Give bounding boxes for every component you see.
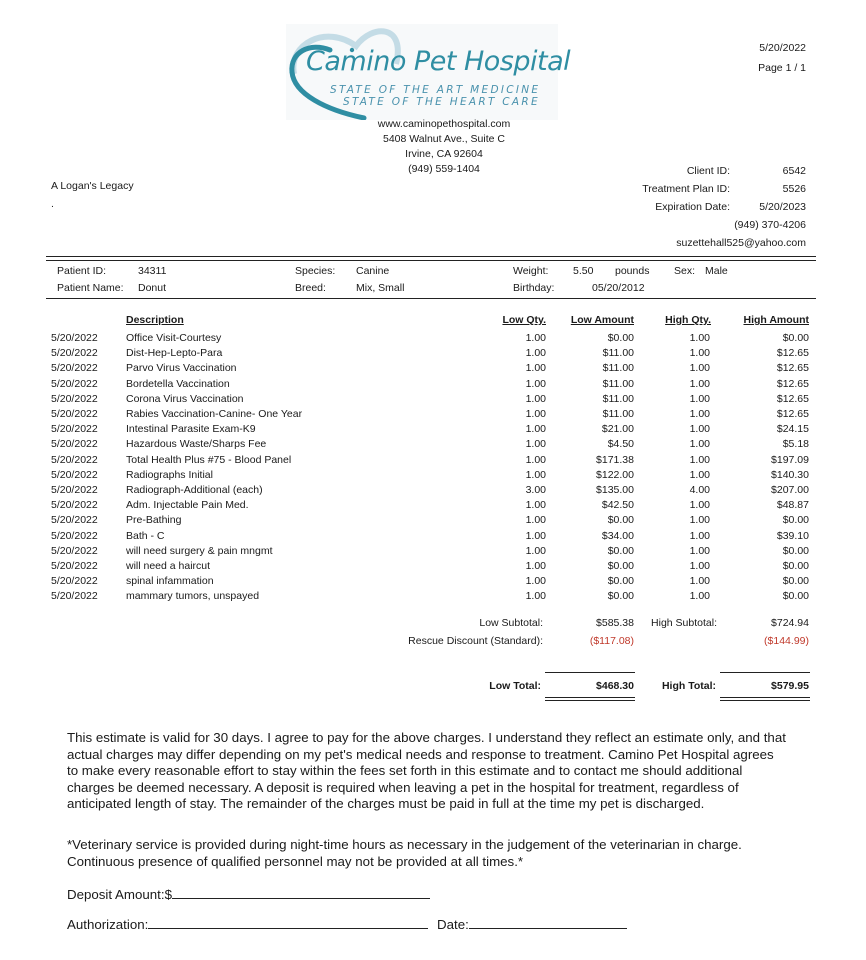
high-total-label: High Total: — [661, 680, 716, 692]
row-date: 5/20/2022 — [51, 529, 98, 542]
table-row — [0, 590, 866, 605]
row-low-amount: $21.00 — [601, 423, 634, 436]
table-row — [0, 438, 866, 453]
row-high-qty: 1.00 — [689, 468, 710, 481]
authorization-field — [67, 914, 627, 934]
row-low-qty: 1.00 — [525, 514, 546, 527]
plan-id: 5526 — [782, 183, 806, 195]
table-row — [0, 514, 866, 529]
terms-paragraph: This estimate is valid for 30 days. I agree to pay for the above charges. I understand they reflect an estimate only, and that actual charges may differ depending on my pet's medical needs and response to treatment. Camino Pet Hospital agrees to make every reasonable effort to stay within the fees set forth in this estimate and to contact me should additional charges be deemed necessary. A deposit is required when leaving a pet in the hospital for treatment, regardless of anticipated length of stay. The remainder of the charges must be paid in full at the time my pet is discharged. — [67, 730, 786, 811]
row-low-amount: $171.38 — [596, 453, 634, 466]
table-row — [0, 469, 866, 484]
low-total-rule — [545, 672, 635, 673]
street-address: 5408 Walnut Ave., Suite C — [383, 133, 505, 145]
print-date: 5/20/2022 — [759, 42, 806, 54]
divider — [46, 298, 816, 299]
row-description: Pre-Bathing — [126, 514, 182, 527]
row-date: 5/20/2022 — [51, 362, 98, 375]
row-low-amount: $122.00 — [596, 468, 634, 481]
col-header-low-amount: Low Amount — [570, 314, 634, 326]
hospital-phone: (949) 559-1404 — [408, 163, 480, 175]
table-row — [0, 530, 866, 545]
website-link[interactable]: www.caminopethospital.com — [377, 118, 511, 130]
authorization-signature-line[interactable] — [148, 914, 428, 929]
row-description: Total Health Plus #75 - Blood Panel — [126, 453, 292, 466]
low-subtotal-label: Low Subtotal: — [479, 617, 543, 629]
row-date: 5/20/2022 — [51, 377, 98, 390]
row-low-amount: $11.00 — [602, 392, 634, 405]
row-low-amount: $0.00 — [607, 560, 634, 572]
row-low-amount: $4.50 — [607, 438, 634, 451]
table-row — [0, 499, 866, 514]
high-total-double-rule — [720, 697, 810, 701]
row-description: will need a haircut — [126, 560, 211, 572]
deposit-amount-label: Deposit Amount:$ — [67, 887, 172, 902]
row-high-amount: $5.18 — [782, 438, 809, 451]
row-description: Hazardous Waste/Sharps Fee — [126, 438, 267, 451]
row-low-amount: $11.00 — [602, 362, 634, 375]
row-date: 5/20/2022 — [51, 484, 98, 496]
row-low-qty: 1.00 — [525, 544, 546, 557]
row-low-amount: $135.00 — [596, 484, 634, 496]
discount-label: Rescue Discount (Standard): — [408, 635, 543, 647]
table-row — [0, 545, 866, 560]
row-high-qty: 1.00 — [689, 499, 710, 512]
divider-double — [46, 256, 816, 261]
row-date: 5/20/2022 — [51, 408, 98, 420]
row-low-qty: 1.00 — [525, 408, 546, 420]
weight: 5.50 — [573, 265, 594, 277]
row-date: 5/20/2022 — [51, 544, 98, 557]
row-high-qty: 1.00 — [689, 332, 710, 344]
plan-id-label: Treatment Plan ID: — [642, 183, 730, 195]
row-low-amount: $0.00 — [607, 575, 634, 588]
row-low-amount: $0.00 — [607, 514, 634, 527]
row-high-qty: 1.00 — [689, 423, 710, 436]
row-high-qty: 1.00 — [689, 544, 710, 557]
row-high-qty: 1.00 — [689, 438, 710, 451]
row-high-amount: $0.00 — [782, 560, 809, 572]
low-total-double-rule — [545, 697, 635, 701]
row-low-amount: $42.50 — [601, 499, 634, 512]
high-total-rule — [720, 672, 810, 673]
table-row — [0, 332, 866, 347]
row-high-qty: 1.00 — [689, 377, 710, 390]
authorization-label: Authorization: — [67, 917, 149, 932]
row-high-amount: $207.00 — [771, 484, 809, 496]
city-state-zip: Irvine, CA 92604 — [405, 148, 483, 160]
expiration-date: 5/20/2023 — [759, 201, 806, 213]
row-low-qty: 1.00 — [525, 529, 546, 542]
row-high-qty: 1.00 — [689, 362, 710, 375]
client-phone: (949) 370-4206 — [734, 219, 806, 231]
row-high-qty: 1.00 — [689, 575, 710, 588]
row-high-amount: $48.87 — [776, 499, 809, 512]
row-low-qty: 1.00 — [525, 332, 546, 344]
deposit-amount-field — [67, 884, 430, 904]
row-high-qty: 1.00 — [689, 453, 710, 466]
patient-name: Donut — [138, 282, 167, 294]
row-description: Parvo Virus Vaccination — [126, 362, 237, 375]
row-description: Office Visit-Courtesy — [126, 332, 222, 344]
row-high-amount: $0.00 — [782, 332, 809, 344]
weight-label: Weight: — [513, 265, 549, 277]
row-high-amount: $12.65 — [776, 362, 809, 375]
row-description: Bath - C — [126, 529, 165, 542]
breed: Mix, Small — [356, 282, 405, 294]
patient-id: 34311 — [138, 265, 167, 277]
row-high-qty: 4.00 — [689, 484, 710, 496]
table-row — [0, 362, 866, 377]
row-low-amount: $0.00 — [607, 544, 634, 557]
row-description: Dist-Hep-Lepto-Para — [126, 347, 223, 360]
table-row — [0, 393, 866, 408]
low-total: $468.30 — [596, 680, 634, 692]
expiration-label: Expiration Date: — [655, 201, 730, 213]
row-date: 5/20/2022 — [51, 423, 98, 436]
deposit-amount-line[interactable] — [172, 884, 430, 899]
row-high-amount: $39.10 — [776, 529, 809, 542]
col-header-description: Description — [126, 314, 184, 326]
weight-unit: pounds — [615, 265, 650, 277]
client-id: 6542 — [782, 165, 806, 177]
high-subtotal: $724.94 — [771, 617, 809, 629]
row-date: 5/20/2022 — [51, 468, 98, 481]
row-low-qty: 1.00 — [525, 347, 546, 360]
table-row — [0, 484, 866, 499]
row-high-amount: $24.15 — [776, 423, 809, 436]
row-high-amount: $12.65 — [776, 408, 809, 420]
low-total-label: Low Total: — [489, 680, 541, 692]
row-description: Bordetella Vaccination — [126, 377, 230, 390]
logo-tagline-2: STATE OF THE HEART CARE — [343, 96, 540, 108]
row-high-amount: $12.65 — [776, 377, 809, 390]
date-line[interactable] — [469, 914, 627, 929]
row-low-qty: 1.00 — [525, 590, 546, 603]
col-header-high-amount: High Amount — [743, 314, 809, 326]
row-date: 5/20/2022 — [51, 575, 98, 588]
client-name: A Logan's Legacy — [51, 180, 134, 192]
hospital-logo — [286, 24, 571, 120]
row-low-qty: 1.00 — [525, 377, 546, 390]
row-low-qty: 1.00 — [525, 453, 546, 466]
row-description: Intestinal Parasite Exam-K9 — [126, 423, 256, 436]
client-line-2: . — [51, 198, 54, 210]
row-low-qty: 1.00 — [525, 362, 546, 375]
low-subtotal: $585.38 — [596, 617, 634, 629]
logo-tagline-1: STATE OF THE ART MEDICINE — [330, 84, 541, 96]
high-discount: ($144.99) — [764, 635, 809, 647]
col-header-low-qty: Low Qty. — [502, 314, 546, 326]
row-low-qty: 3.00 — [525, 484, 546, 496]
row-high-qty: 1.00 — [689, 347, 710, 360]
row-high-amount: $12.65 — [776, 347, 809, 360]
row-high-amount: $197.09 — [771, 453, 809, 466]
row-date: 5/20/2022 — [51, 514, 98, 527]
row-description: Adm. Injectable Pain Med. — [126, 499, 249, 512]
row-date: 5/20/2022 — [51, 347, 98, 360]
patient-id-label: Patient ID: — [57, 265, 107, 277]
species: Canine — [356, 265, 390, 277]
high-total: $579.95 — [771, 680, 809, 692]
row-high-amount: $0.00 — [782, 590, 809, 603]
species-label: Species: — [295, 265, 336, 277]
sex-label: Sex: — [674, 265, 696, 277]
high-subtotal-label: High Subtotal: — [651, 617, 717, 629]
row-high-qty: 1.00 — [689, 514, 710, 527]
row-low-qty: 1.00 — [525, 575, 546, 588]
client-email[interactable]: suzettehall525@yahoo.com — [676, 237, 806, 249]
table-row — [0, 575, 866, 590]
row-high-qty: 1.00 — [689, 529, 710, 542]
birthday-label: Birthday: — [513, 282, 555, 294]
page-indicator: Page 1 / 1 — [758, 62, 806, 74]
row-low-amount: $34.00 — [601, 529, 634, 542]
row-description: Corona Virus Vaccination — [126, 392, 244, 405]
row-low-qty: 1.00 — [525, 499, 546, 512]
table-row — [0, 408, 866, 423]
hospital-address — [344, 117, 544, 177]
row-high-amount: $0.00 — [782, 544, 809, 557]
table-row — [0, 347, 866, 362]
breed-label: Breed: — [295, 282, 326, 294]
client-id-label: Client ID: — [686, 165, 730, 177]
row-description: spinal infammation — [126, 575, 214, 588]
row-date: 5/20/2022 — [51, 560, 98, 572]
row-description: Radiographs Initial — [126, 468, 213, 481]
row-high-amount: $12.65 — [776, 392, 809, 405]
row-high-qty: 1.00 — [689, 392, 710, 405]
row-low-amount: $11.00 — [602, 377, 634, 390]
row-low-qty: 1.00 — [525, 392, 546, 405]
row-date: 5/20/2022 — [51, 438, 98, 451]
birthday: 05/20/2012 — [592, 282, 645, 294]
row-date: 5/20/2022 — [51, 332, 98, 344]
row-low-qty: 1.00 — [525, 438, 546, 451]
date-label: Date: — [437, 917, 469, 932]
hospital-name: Camino Pet Hospital — [306, 46, 571, 77]
row-low-amount: $0.00 — [607, 332, 634, 344]
table-row — [0, 423, 866, 438]
row-high-amount: $0.00 — [782, 575, 809, 588]
row-low-amount: $11.00 — [602, 408, 634, 420]
row-high-amount: $140.30 — [771, 468, 809, 481]
row-low-amount: $0.00 — [607, 590, 634, 603]
row-date: 5/20/2022 — [51, 392, 98, 405]
row-high-qty: 1.00 — [689, 408, 710, 420]
row-low-qty: 1.00 — [525, 423, 546, 436]
low-discount: ($117.08) — [589, 635, 634, 647]
row-description: Rabies Vaccination-Canine- One Year — [126, 408, 303, 420]
col-header-high-qty: High Qty. — [665, 314, 711, 326]
row-description: Radiograph-Additional (each) — [126, 484, 263, 496]
table-row — [0, 378, 866, 393]
patient-name-label: Patient Name: — [57, 282, 124, 294]
row-low-qty: 1.00 — [525, 560, 546, 572]
row-date: 5/20/2022 — [51, 499, 98, 512]
row-date: 5/20/2022 — [51, 590, 98, 603]
table-row — [0, 560, 866, 575]
row-description: will need surgery & pain mngmt — [126, 544, 273, 557]
table-row — [0, 454, 866, 469]
sex: Male — [705, 265, 728, 277]
row-description: mammary tumors, unspayed — [126, 590, 260, 603]
row-high-amount: $0.00 — [782, 514, 809, 527]
row-high-qty: 1.00 — [689, 560, 710, 572]
row-low-amount: $11.00 — [602, 347, 634, 360]
row-low-qty: 1.00 — [525, 468, 546, 481]
night-service-note: *Veterinary service is provided during night-time hours as necessary in the judgement of the veterinarian in charge. Continuous presence of qualified personnel may not be provided at all times.* — [67, 837, 742, 869]
row-date: 5/20/2022 — [51, 453, 98, 466]
row-high-qty: 1.00 — [689, 590, 710, 603]
